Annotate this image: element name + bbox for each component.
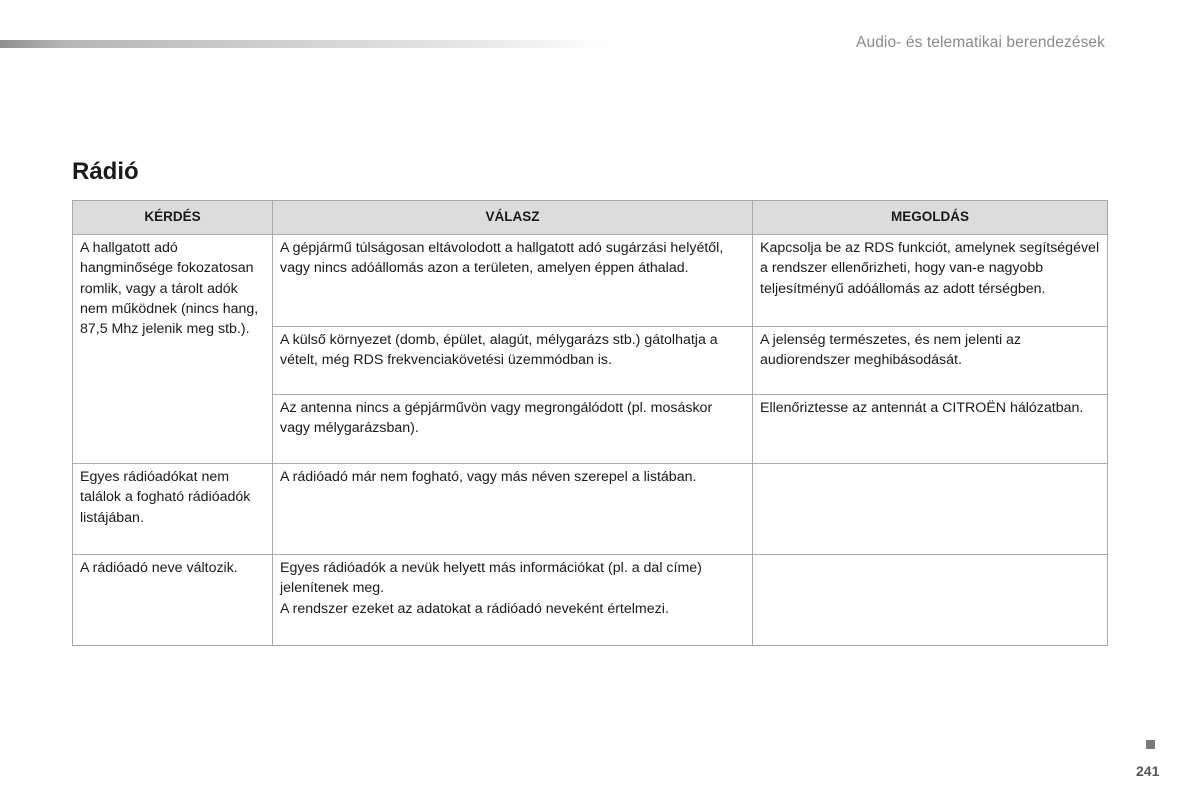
answer-line: Egyes rádióadók a nevük helyett más információkat (pl. a dal címe) jelenítenek meg. (280, 560, 702, 597)
solution-cell: Kapcsolja be az RDS funkciót, amelynek segítségével a rendszer ellenőrizheti, hogy van-e nagyobb teljesítményű adóállomás az adott térségben. (753, 235, 1108, 327)
answer-cell (273, 555, 753, 646)
page-number: 241 (1136, 763, 1160, 779)
question-cell: A rádióadó neve változik. (73, 555, 273, 646)
troubleshooting-table (72, 200, 1108, 646)
header-gradient-bar (0, 40, 610, 48)
section-header: Audio- és telematikai berendezések (856, 34, 1105, 51)
header-question: KÉRDÉS (73, 201, 273, 235)
solution-cell (753, 555, 1108, 646)
question-cell: A hallgatott adó hangminősége fokozatosan romlik, vagy a tárolt adók nem működnek (nincs hang, 87,5 Mhz jelenik meg stb.). (73, 235, 273, 464)
header-answer: VÁLASZ (273, 201, 753, 235)
answer-cell: Az antenna nincs a gépjárművön vagy megrongálódott (pl. mosáskor vagy mélygarázsban). (273, 395, 753, 464)
table-row (73, 555, 1108, 646)
table-row (73, 235, 1108, 327)
page-marker (1146, 740, 1155, 749)
page-title: Rádió (72, 158, 139, 185)
answer-cell: A gépjármű túlságosan eltávolodott a hallgatott adó sugárzási helyétől, vagy nincs adóállomás azon a területen, amelyen éppen áthalad. (273, 235, 753, 327)
solution-cell (753, 464, 1108, 555)
solution-cell: A jelenség természetes, és nem jelenti az audiorendszer meghibásodását. (753, 327, 1108, 395)
answer-line: A rendszer ezeket az adatokat a rádióadó neveként értelmezi. (280, 600, 669, 617)
table-row (73, 464, 1108, 555)
answer-cell: A rádióadó már nem fogható, vagy más néven szerepel a listában. (273, 464, 753, 555)
solution-cell: Ellenőriztesse az antennát a CITROËN hálózatban. (753, 395, 1108, 464)
answer-cell: A külső környezet (domb, épület, alagút, mélygarázs stb.) gátolhatja a vételt, még RDS frekvenciakövetési üzemmódban is. (273, 327, 753, 395)
header-solution: MEGOLDÁS (753, 201, 1108, 235)
table-header-row (73, 201, 1108, 235)
question-cell: Egyes rádióadókat nem találok a fogható rádióadók listájában. (73, 464, 273, 555)
